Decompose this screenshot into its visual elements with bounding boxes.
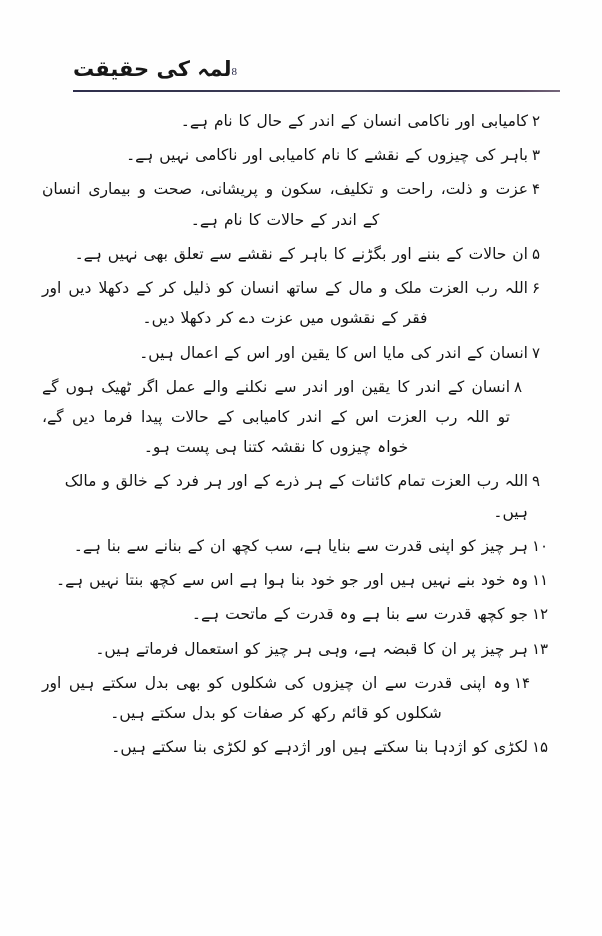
list-item	[42, 565, 566, 595]
list-item-text: انسان کے اندر کا یقین اور اندر سے نکلنے والے عمل اگر ٹھیک ہوں گے تو اللہ رب العزت اس کے اندر کامیابی کے حالات پیدا فرما دیں گے، خواہ چیزوں کا نقشہ کتنا ہی پست ہو۔	[42, 377, 510, 457]
list-item	[42, 106, 566, 136]
list-item-number: ۱۱	[532, 571, 549, 590]
list-item-text: اللہ رب العزت تمام کائنات کے ہر ذرے کے اور ہر فرد کے خالق و مالک ہیں۔	[64, 472, 528, 521]
list-item	[42, 273, 566, 333]
page-title: لمہ کی حقیقت	[73, 57, 232, 81]
list-item	[42, 239, 566, 269]
list-item-number: ۹	[532, 472, 541, 491]
list-item	[42, 372, 566, 463]
list-item	[42, 140, 566, 170]
list-item	[42, 634, 566, 664]
page-header	[73, 46, 560, 80]
list-item-number: ۸	[514, 377, 523, 396]
list-item-number: ۲	[532, 112, 541, 130]
numbered-list	[42, 106, 566, 876]
list-item-number: ۶	[532, 279, 541, 298]
list-item-text: لکڑی کو اژدہا بنا سکتے ہیں اور اژدہے کو لکڑی بنا سکتے ہیں۔	[111, 738, 528, 757]
list-item-text: ہر چیز کو اپنی قدرت سے بنایا ہے، سب کچھ ان کے بنانے سے بنا ہے۔	[73, 536, 528, 555]
list-item	[42, 174, 566, 234]
list-item	[42, 466, 566, 526]
list-item-text: ان حالات کے بننے اور بگڑنے کا باہر کے نقشے سے تعلق بھی نہیں ہے۔	[74, 244, 528, 263]
list-item-number: ۷	[532, 343, 541, 362]
page-number: 8	[231, 66, 238, 78]
list-item	[42, 338, 566, 368]
list-item-text: جو کچھ قدرت سے بنا ہے وہ قدرت کے ماتحت ہے۔	[191, 605, 528, 624]
list-item-text: باہر کی چیزوں کے نقشے کا نام کامیابی اور ناکامی نہیں ہے۔	[126, 146, 528, 165]
list-item	[42, 668, 566, 728]
list-item-number: ۱۵	[532, 738, 549, 757]
list-item-number: ۳	[532, 146, 541, 165]
list-item-number: ۵	[532, 244, 541, 263]
list-item-number: ۱۲	[532, 605, 549, 624]
list-item-text: وہ خود بنے نہیں ہیں اور جو خود بنا ہوا ہے اس سے کچھ بنتا نہیں ہے۔	[55, 571, 528, 590]
list-item-text: عزت و ذلت، راحت و تکلیف، سکون و پریشانی، صحت و بیماری انسان کے اندر کے حالات کا نام ہے۔	[42, 180, 528, 229]
list-item	[42, 531, 566, 561]
list-item	[42, 732, 566, 762]
list-item-number: ۴	[532, 180, 541, 199]
list-item-text: ہر چیز پر ان کا قبضہ ہے، وہی ہر چیز کو استعمال فرماتے ہیں۔	[95, 639, 528, 658]
list-item-text: اللہ رب العزت ملک و مال کے ساتھ انسان کو ذلیل کر کے دکھلا دیں اور فقر کے نقشوں میں عزت دے کر دکھلا دیں۔	[42, 279, 528, 328]
list-item-text: وہ اپنی قدرت سے ان چیزوں کی شکلوں کو بھی بدل سکتے ہیں اور شکلوں کو قائم رکھ کر صفات کو بدل سکتے ہیں۔	[42, 673, 510, 722]
list-item	[42, 599, 566, 629]
list-item-text: انسان کے اندر کی مایا اس کا یقین اور اس کے اعمال ہیں۔	[139, 343, 528, 362]
list-item-text: کامیابی اور ناکامی انسان کے اندر کے حال کا نام ہے۔	[180, 112, 528, 130]
list-item-number: ۱۴	[514, 673, 531, 692]
list-item-number: ۱۳	[532, 639, 549, 658]
list-item-number: ۱۰	[532, 536, 549, 555]
header-divider	[73, 90, 560, 92]
